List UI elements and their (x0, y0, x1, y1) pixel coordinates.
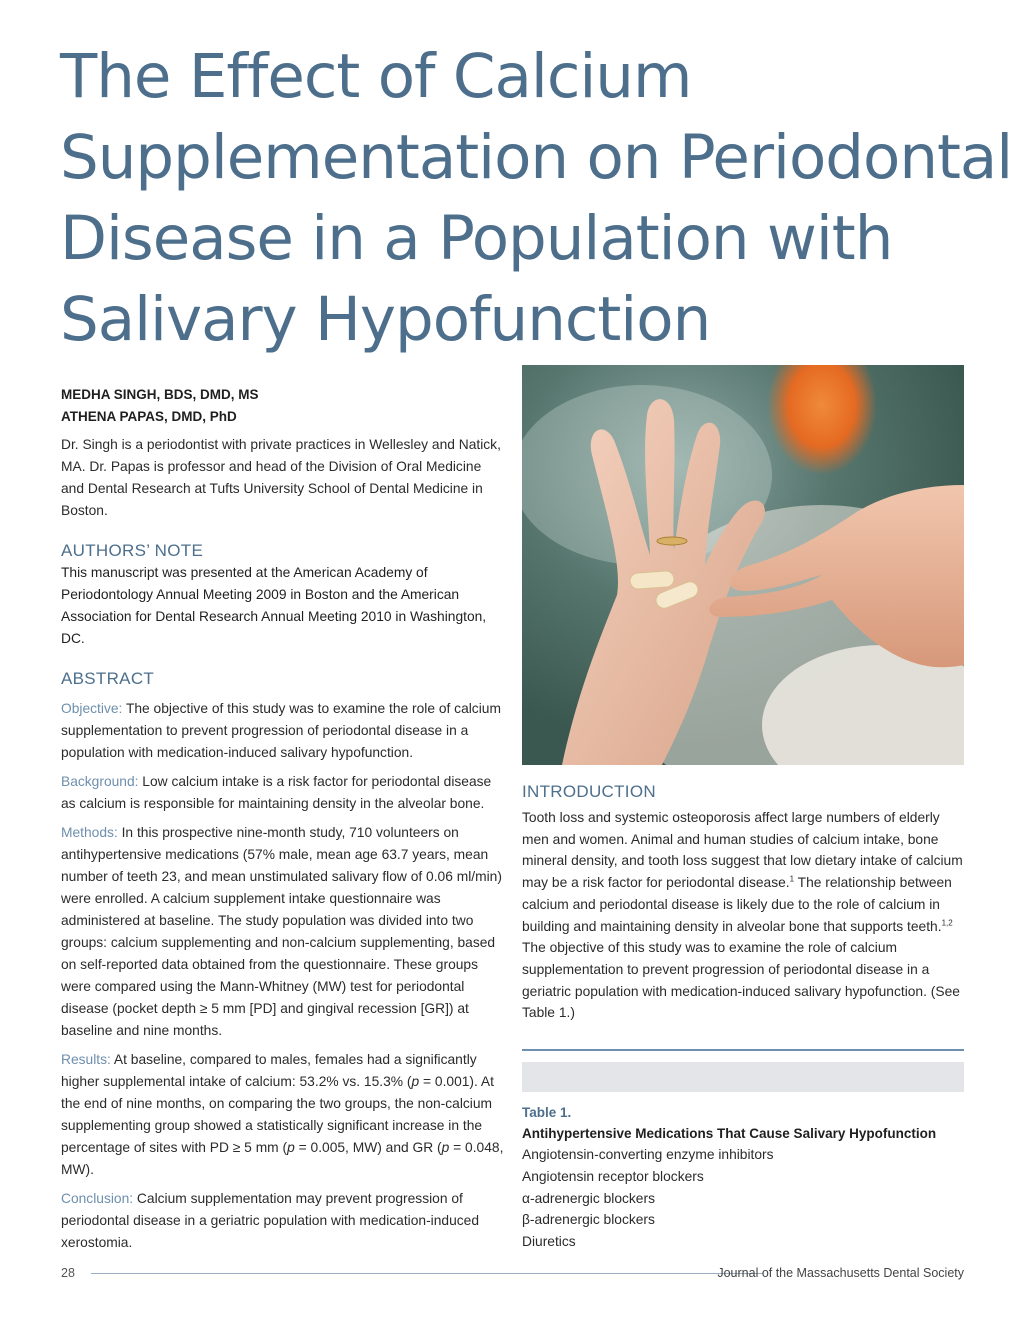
page-number: 28 (61, 1266, 75, 1280)
results-text: = 0.001). At the end of nine months, on comparing the two groups, the non-calcium supplementing group showed a statistically significant increase in the percentage of sites with PD ≥ 5 mm ( (61, 1074, 494, 1155)
background-text: Low calcium intake is a risk factor for periodontal disease as calcium is responsible for maintaining density in the alveolar bone. (61, 774, 492, 811)
p-value-symbol: p (441, 1140, 450, 1155)
p-value-symbol: p (287, 1140, 295, 1155)
abstract-methods (61, 822, 506, 1042)
methods-text: In this prospective nine-month study, 710 volunteers on antihypertensive medications (57% male, mean age 63.7 years, mean number of teeth 23, and mean unstimulated salivary flow of 0.06 ml/min) were enrolled. A calcium supplement intake questionnaire was administered at baseline. The study population was divided into two groups: calcium supplementing and non-calcium supplementing, based on self-reported data obtained from the questionnaire. These groups were compared using the Mann-Whitney (MW) test for periodontal disease (pocket depth ≥ 5 mm [PD] and gingival recession [GR]) at baseline and nine months. (61, 825, 502, 1038)
authors-note-text: This manuscript was presented at the American Academy of Periodontology Annual Meeting 2009 in Boston and the American Association for Dental Research Annual Meeting 2010 in Washington, DC. (61, 565, 487, 646)
title-line: Disease in a Population with (60, 203, 893, 274)
hand-with-pills-photo (522, 365, 964, 765)
conclusion-text: Calcium supplementation may prevent progression of periodontal disease in a geriatric population with medication-induced xerostomia. (61, 1191, 479, 1250)
journal-name: Journal of the Massachusetts Dental Society (717, 1266, 964, 1280)
abstract-heading: ABSTRACT (61, 669, 155, 688)
table-row: Angiotensin receptor blockers (522, 1168, 704, 1184)
citation-ref: 1,2 (941, 917, 953, 927)
table-top-rule (522, 1049, 964, 1051)
title-line: Supplementation on Periodontal (60, 122, 1013, 193)
authors-note-heading: AUTHORS’ NOTE (61, 541, 204, 560)
table-1 (522, 1102, 964, 1253)
background-label: Background: (61, 774, 139, 789)
introduction-text (522, 807, 964, 1024)
page-footer (61, 1262, 964, 1284)
objective-text: The objective of this study was to examine the role of calcium supplementation to prevent progression of periodontal disease in a population with medication-induced salivary hypofunction. (61, 701, 501, 760)
p-value-symbol: p (411, 1074, 420, 1089)
footer-rule (91, 1273, 763, 1274)
table-row: Diuretics (522, 1234, 576, 1250)
introduction-heading: INTRODUCTION (522, 782, 656, 801)
table-header-bar (522, 1062, 964, 1092)
table-row: α-adrenergic blockers (522, 1190, 655, 1206)
right-column (522, 781, 964, 1024)
author-bio: Dr. Singh is a periodontist with private practices in Wellesley and Natick, MA. Dr. Papas is professor and head of the Division of Oral Medicine and Dental Research at Tufts University School of Dental Medicine in Boston. (61, 437, 501, 518)
intro-text-part: Tooth loss and systemic osteoporosis affect large numbers of elderly men and women. Animal and human studies of calcium intake, bone mineral density, and tooth loss suggest that low dietary intake of calcium may be a risk factor for periodontal disease. (522, 810, 963, 891)
abstract-background (61, 771, 506, 815)
abstract-results (61, 1049, 506, 1181)
table-title: Antihypertensive Medications That Cause Salivary Hypofunction (522, 1126, 937, 1141)
table-row: β-adrenergic blockers (522, 1212, 655, 1228)
results-text: = 0.005, MW) and GR ( (294, 1140, 442, 1155)
table-row: Angiotensin-converting enzyme inhibitors (522, 1147, 774, 1162)
conclusion-label: Conclusion: (61, 1191, 134, 1206)
hand-with-pills-illustration (522, 365, 964, 765)
table-number: Table 1. (522, 1105, 572, 1120)
author-name: MEDHA SINGH, BDS, DMD, MS (61, 387, 259, 402)
citation-ref: 1 (789, 874, 795, 884)
abstract-objective (61, 698, 506, 764)
title-line: The Effect of Calcium (60, 41, 692, 112)
objective-label: Objective: (61, 701, 123, 716)
author-name: ATHENA PAPAS, DMD, PhD (61, 409, 237, 424)
results-text: = 0.048, MW). (61, 1140, 504, 1177)
title-line: Salivary Hypofunction (60, 284, 711, 355)
results-label: Results: (61, 1052, 111, 1067)
results-text: At baseline, compared to males, females had a significantly higher supplemental intake of calcium: 53.2% vs. 15.3% ( (61, 1052, 477, 1089)
methods-label: Methods: (61, 825, 118, 840)
left-column (61, 384, 506, 1261)
intro-text-part: The relationship between calcium and periodontal disease is likely due to the role of calcium in building and maintaining density in alveolar bone that supports teeth. (522, 875, 952, 934)
abstract-conclusion (61, 1188, 506, 1254)
intro-text-part: The objective of this study was to examine the role of calcium supplementation to prevent progression of periodontal disease in a geriatric population with medication-induced salivary hypofunction. (See Table 1.) (522, 940, 960, 1021)
article-title (60, 36, 1013, 360)
